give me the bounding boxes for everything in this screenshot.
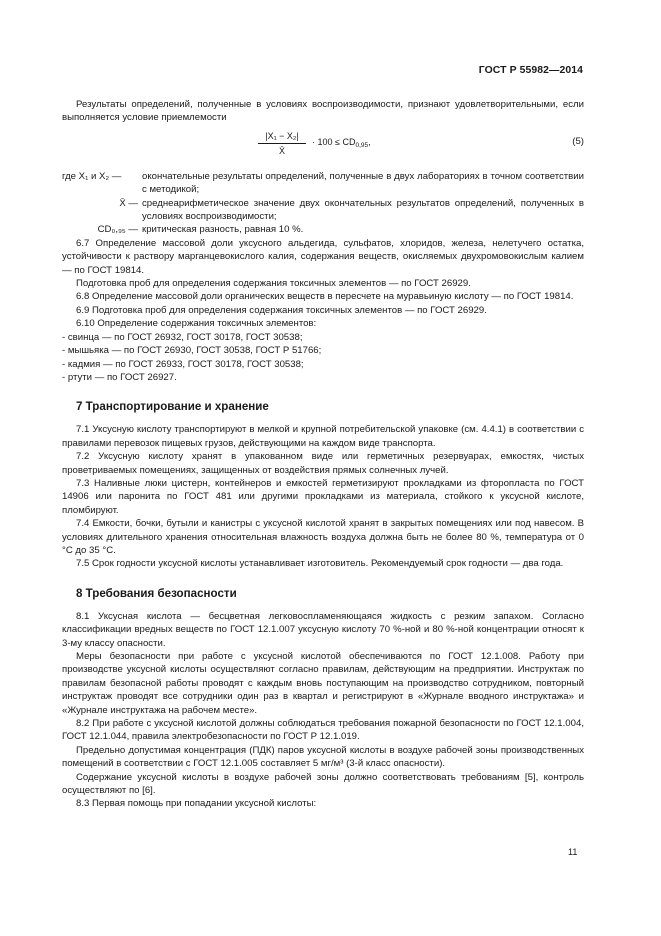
list-item: - свинца — по ГОСТ 26932, ГОСТ 30178, ГОСТ 30538;: [62, 331, 303, 343]
where-symbol: X̄ —: [119, 197, 138, 209]
where-symbol: CD₀,₉₅ —: [97, 224, 138, 236]
list-item: - кадмия — по ГОСТ 26933, ГОСТ 30178, ГОСТ 30538;: [62, 358, 304, 370]
intro-paragraph: Результаты определений, полученные в условиях воспроизводимости, признают удовлетворительными, если выполняется условие приемлемости: [62, 99, 584, 124]
paragraph-7-4: 7.4 Емкости, бочки, бутыли и канистры с уксусной кислотой хранят в закрытых помещениях или под навесом. В условиях длительного хранения относительная влажность воздуха должна быть не более 80 %, температура от 0 °С до 35 °С.: [62, 518, 584, 556]
paragraph-6-8: 6.8 Определение массовой доли органических веществ в пересчете на муравьиную кислоту — по ГОСТ 19814.: [76, 291, 574, 303]
list-item: - ртути — по ГОСТ 26927.: [62, 371, 177, 383]
where-list: [62, 170, 584, 237]
formula-5: [62, 128, 584, 170]
paragraph-6-7: 6.7 Определение массовой доли уксусного альдегида, сульфатов, хлоридов, железа, нелетучего остатка, устойчивости к раствору марганцевокислого калия, содержания веществ, окисляемых двухромовокислым калием — по ГОСТ 19814.: [62, 237, 584, 276]
list-item: - мышьяка — по ГОСТ 26930, ГОСТ 30538, ГОСТ Р 51766;: [62, 345, 322, 357]
formula-rest-text: · 100 ≤ CD: [312, 136, 356, 147]
section-7-heading: 7 Транспортирование и хранение: [76, 400, 269, 414]
where-text: критическая разность, равная 10 %.: [142, 224, 304, 236]
paragraph-6-7-b: Подготовка проб для определения содержания токсичных элементов — по ГОСТ 26929.: [76, 278, 471, 290]
paragraph-8-2-b: Предельно допустимая концентрация (ПДК) паров уксусной кислоты в воздухе рабочей зоны производственных помещений в соответствии с ГОСТ 12.1.005 составляет 5 мг/м³ (3-й класс опасности).: [62, 744, 584, 770]
page-body: [62, 98, 584, 811]
page-number: 11: [568, 847, 578, 857]
paragraph-8-1-b: Меры безопасности при работе с уксусной кислотой обеспечиваются по ГОСТ 12.1.008. Работу при производстве уксусной кислоты осуществляют согласно правилам, действующим на предприятии. Инструктаж по правилам безопасной работы проводят с каждым вновь поступающим на производство сотрудником, повторный инструктаж проводят все сотрудники один раз в квартал и регистрируют в «Журнале вводного инструктажа» и «Журнале инструктажа на рабочем месте».: [62, 651, 584, 716]
paragraph-8-2: 8.2 При работе с уксусной кислотой должны соблюдаться требования пожарной безопасности по ГОСТ 12.1.004, ГОСТ 12.1.044, правила электробезопасности по ГОСТ Р 12.1.019.: [62, 718, 584, 743]
where-row: [62, 197, 584, 224]
paragraph-8-3: 8.3 Первая помощь при попадании уксусной кислоты:: [76, 798, 317, 810]
paragraph-8-1: 8.1 Уксусная кислота — бесцветная легковоспламеняющаяся жидкость с резким запахом. Согласно классификации вредных веществ по ГОСТ 12.1.007 уксусную кислоту 70 %-ной и 80 %-ной концентрации относят к 3-му классу опасности.: [62, 610, 584, 649]
formula-numerator: |X₁ − X₂|: [258, 130, 306, 144]
where-text: окончательные результаты определений, полученные в двух лабораториях в точном соответствии с методикой;: [142, 170, 584, 196]
paragraph-7-1: 7.1 Уксусную кислоту транспортируют в мелкой и крупной потребительской упаковке (см. 4.4.1) в соответствии с правилами перевозок пищевых грузов, действующими на каждом виде транспорта.: [62, 424, 584, 449]
formula-tail: ,: [368, 136, 371, 147]
paragraph-7-3: 7.3 Наливные люки цистерн, контейнеров и емкостей герметизируют прокладками из фторопласта по ГОСТ 14906 или паронита по ГОСТ 481 или другими прокладками из материала, стойкого к уксусной кислоте, пломбируют.: [62, 477, 584, 516]
equation-number: (5): [572, 135, 584, 147]
section-8-heading: 8 Требования безопасности: [76, 586, 237, 600]
where-row: [62, 223, 584, 236]
paragraph-6-9: 6.9 Подготовка проб для определения содержания токсичных элементов — по ГОСТ 26929.: [76, 304, 487, 316]
where-row: [62, 170, 584, 197]
where-text: среднеарифметическое значение двух окончательных результатов определений, полученных в условиях воспроизводимости;: [142, 197, 584, 223]
paragraph-8-2-c: Содержание уксусной кислоты в воздухе рабочей зоны должно соответствовать требованиям [5], контроль осуществляют по [6].: [62, 771, 584, 797]
paragraph-7-2: 7.2 Уксусную кислоту хранят в упакованном виде или герметичных резервуарах, емкостях, чистых проветриваемых помещениях, защищенных от воздействия прямых солнечных лучей.: [62, 451, 584, 476]
document-header: ГОСТ Р 55982—2014: [478, 65, 583, 76]
paragraph-7-5: 7.5 Срок годности уксусной кислоты устанавливает изготовитель. Рекомендуемый срок годности — два года.: [76, 558, 564, 570]
formula-cd-subscript: 0,95: [355, 141, 369, 149]
where-symbol: где X₁ и X₂ —: [62, 170, 122, 182]
formula-fraction: [258, 130, 306, 157]
formula-rest: [312, 136, 371, 152]
paragraph-6-10: 6.10 Определение содержания токсичных элементов:: [76, 318, 317, 330]
formula-denominator: X̄: [278, 145, 285, 156]
